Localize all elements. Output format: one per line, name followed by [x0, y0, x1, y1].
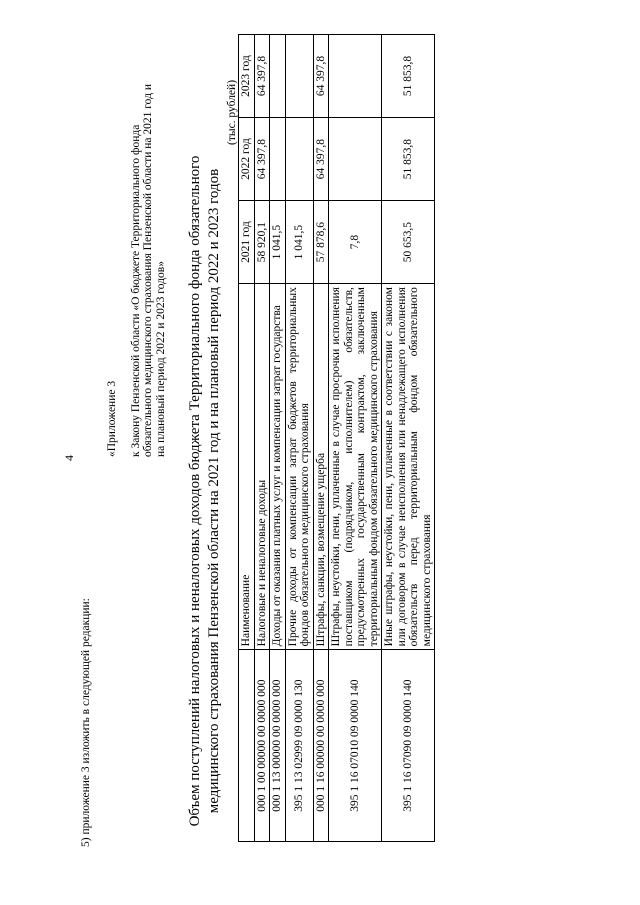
row-2021: 1 041,5	[285, 201, 313, 284]
row-code: 395 1 13 02999 09 0000 130	[285, 650, 313, 842]
title-line-2: медицинского страхования Пензенской области на 2021 год и на плановый период 2022 и 2023 годов	[206, 168, 222, 814]
table-row	[329, 35, 382, 842]
table-row	[270, 35, 286, 842]
row-2022	[329, 118, 382, 201]
row-name: Иные штрафы, неустойки, пени, уплаченные в соответствии с законом или договором в случае неисполнения или ненадлежащего исполнения обязательств перед территориальным фондом обязательного медицинского страхования	[382, 284, 435, 650]
header-name: Наименование	[239, 284, 255, 650]
title-line-1: Объем поступлений налоговых и неналоговых доходов бюджета Территориального фонда обязательного	[187, 155, 203, 827]
row-2022	[285, 118, 313, 201]
document-title	[186, 141, 224, 841]
table-row	[254, 35, 270, 842]
row-name: Штрафы, неустойки, пени, уплаченные в случае просрочки исполнения поставщиком (подрядчиком, исполнителем) обязательств, предусмотренных государственным контрактом, заключенным территориальным фондом обязательного медицинского страхования	[329, 284, 382, 650]
row-name: Прочие доходы от компенсации затрат бюджетов территориальных фондов обязательного медицинского страхования	[285, 284, 313, 650]
row-code: 000 1 13 00000 00 0000 000	[270, 650, 286, 842]
header-code	[239, 650, 255, 842]
row-2021: 1 041,5	[270, 201, 286, 284]
row-2022: 51 853,8	[382, 118, 435, 201]
appendix-caption	[106, 77, 167, 457]
row-code: 395 1 16 07090 09 0000 140	[382, 650, 435, 842]
row-2023	[285, 35, 313, 118]
row-code: 000 1 16 00000 00 0000 000	[313, 650, 329, 842]
row-code: 000 1 00 00000 00 0000 000	[254, 650, 270, 842]
table-header-row	[239, 35, 255, 842]
table-row	[382, 35, 435, 842]
row-2022: 64 397,8	[313, 118, 329, 201]
row-2022: 64 397,8	[254, 118, 270, 201]
intro-text: 5) приложение 3 изложить в следующей редакции:	[80, 598, 92, 847]
row-name: Доходы от оказания платных услуг и компенсации затрат государства	[270, 284, 286, 650]
row-name: Налоговые и неналоговые доходы	[254, 284, 270, 650]
revenue-table	[238, 34, 435, 842]
table-row	[285, 35, 313, 842]
row-code: 395 1 16 07010 09 0000 140	[329, 650, 382, 842]
row-name: Штрафы, санкции, возмещение ущерба	[313, 284, 329, 650]
row-2023: 51 853,8	[382, 35, 435, 118]
header-2023: 2023 год	[239, 35, 255, 118]
row-2023: 64 397,8	[254, 35, 270, 118]
row-2023: 64 397,8	[313, 35, 329, 118]
appendix-title: «Приложение 3	[106, 380, 118, 457]
appendix-law-reference: к Закону Пензенской области «О бюджете Территориального фонда обязательного медицинского страхования Пензенской области на 2021 год и на плановый период 2022 и 2023 годов»	[129, 84, 167, 457]
row-2022	[270, 118, 286, 201]
row-2021: 50 653,5	[382, 201, 435, 284]
row-2021: 58 920,1	[254, 201, 270, 284]
row-2021: 7,8	[329, 201, 382, 284]
header-2021: 2021 год	[239, 201, 255, 284]
row-2023	[270, 35, 286, 118]
row-2023	[329, 35, 382, 118]
page-number: 4	[62, 455, 76, 461]
units-label: (тыс. рублей)	[226, 79, 238, 145]
table-row	[313, 35, 329, 842]
row-2021: 57 878,6	[313, 201, 329, 284]
header-2022: 2022 год	[239, 118, 255, 201]
